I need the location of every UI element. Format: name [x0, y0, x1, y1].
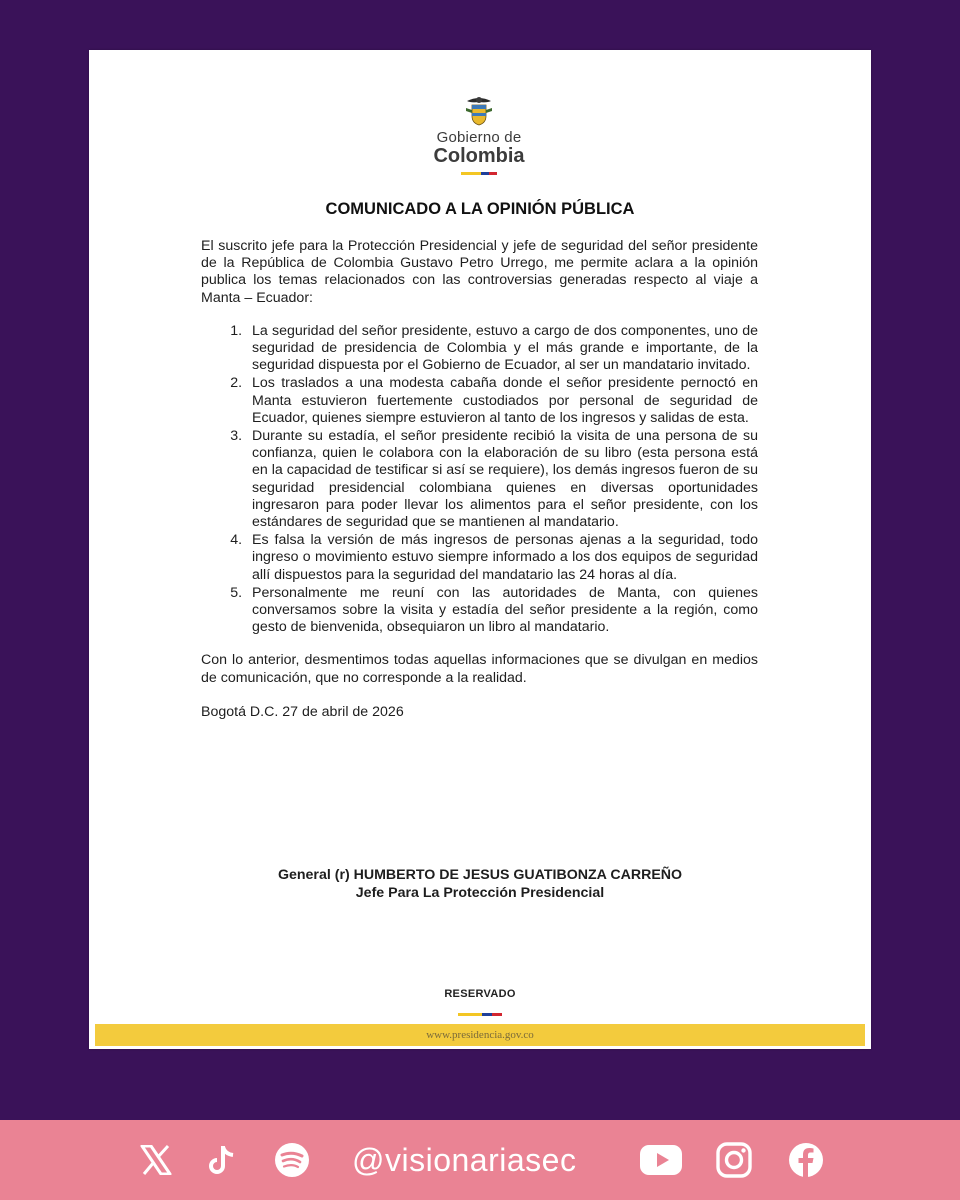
list-item: 4. Es falsa la versión de más ingresos de personas ajenas a la seguridad, todo ingreso o movimiento estuvo siempre informado a los dos equipos de seguridad allí dispuestos para la seguridad del mandatario las 24 horas al día.	[246, 532, 758, 584]
list-item: 3. Durante su estadía, el señor presidente recibió la visita de una persona de su confianza, quien le colabora con la elaboración de su libro (esta persona está en la capacidad de testificar si así se requiere), los demás ingresos fueron de su seguridad presidencial colombiana quienes en diversas oportunidades ingresaron para poder llevar los alimentos para el señor presidente, con los estándares de seguridad que se mantienen al mandatario.	[246, 428, 758, 531]
signature-block	[89, 866, 871, 902]
document-page	[89, 50, 871, 1049]
social-bar	[0, 1120, 960, 1200]
logo-line-2: Colombia	[433, 145, 525, 167]
document-body	[201, 238, 758, 721]
footer-flag-bar	[89, 1013, 871, 1016]
social-handle[interactable]: @visionariasec	[352, 1142, 577, 1178]
statement-list	[201, 323, 758, 637]
document-title: COMUNICADO A LA OPINIÓN PÚBLICA	[325, 200, 635, 218]
footer-strip	[95, 1024, 865, 1046]
youtube-icon[interactable]	[638, 1140, 684, 1180]
list-item: 5. Personalmente me reuní con las autoridades de Manta, con quienes conversamos sobre la visita y estadía del señor presidente a la región, como gesto de bienvenida, obsequiaron un libro al mandatario.	[246, 585, 758, 637]
coat-of-arms-icon	[464, 94, 494, 128]
list-item: 1. La seguridad del señor presidente, estuvo a cargo de dos componentes, uno de seguridad de presidencia de Colombia y el más grande e importante, de la seguridad dispuesta por el Gobierno de Ecuador, al ser un mandatario invitado.	[246, 323, 758, 375]
government-logo	[419, 94, 539, 175]
list-item: 2. Los traslados a una modesta cabaña donde el señor presidente pernoctó en Manta estuvieron fuertemente custodiados por personal de seguridad de Ecuador, quienes siempre estuvieron al tanto de los ingresos y salidas de esta.	[246, 375, 758, 427]
date-line: Bogotá D.C. 27 de abril de 2026	[201, 703, 404, 720]
facebook-icon[interactable]	[786, 1140, 826, 1180]
footer-url[interactable]: www.presidencia.gov.co	[426, 1029, 534, 1041]
tiktok-icon[interactable]	[206, 1140, 240, 1180]
instagram-icon[interactable]	[714, 1140, 754, 1180]
signatory-role: Jefe Para La Protección Presidencial	[355, 885, 605, 901]
conclusion-paragraph: Con lo anterior, desmentimos todas aquellas informaciones que se divulgan en medios de comunicación, que no corresponde a la realidad.	[201, 652, 758, 686]
x-icon[interactable]	[136, 1140, 176, 1180]
intro-paragraph: El suscrito jefe para la Protección Presidencial y jefe de seguridad del señor presidente de la República de Colombia Gustavo Petro Urrego, me permite aclara a la opinión publica los temas relacionados con las controversias generadas respecto al viaje a Manta – Ecuador:	[201, 238, 758, 306]
logo-line-1: Gobierno de	[436, 129, 522, 146]
flag-bar	[419, 172, 539, 175]
signatory-name: General (r) HUMBERTO DE JESUS GUATIBONZA CARREÑO	[277, 867, 683, 883]
spotify-icon[interactable]	[272, 1140, 312, 1180]
classification-label: RESERVADO	[444, 988, 516, 1000]
